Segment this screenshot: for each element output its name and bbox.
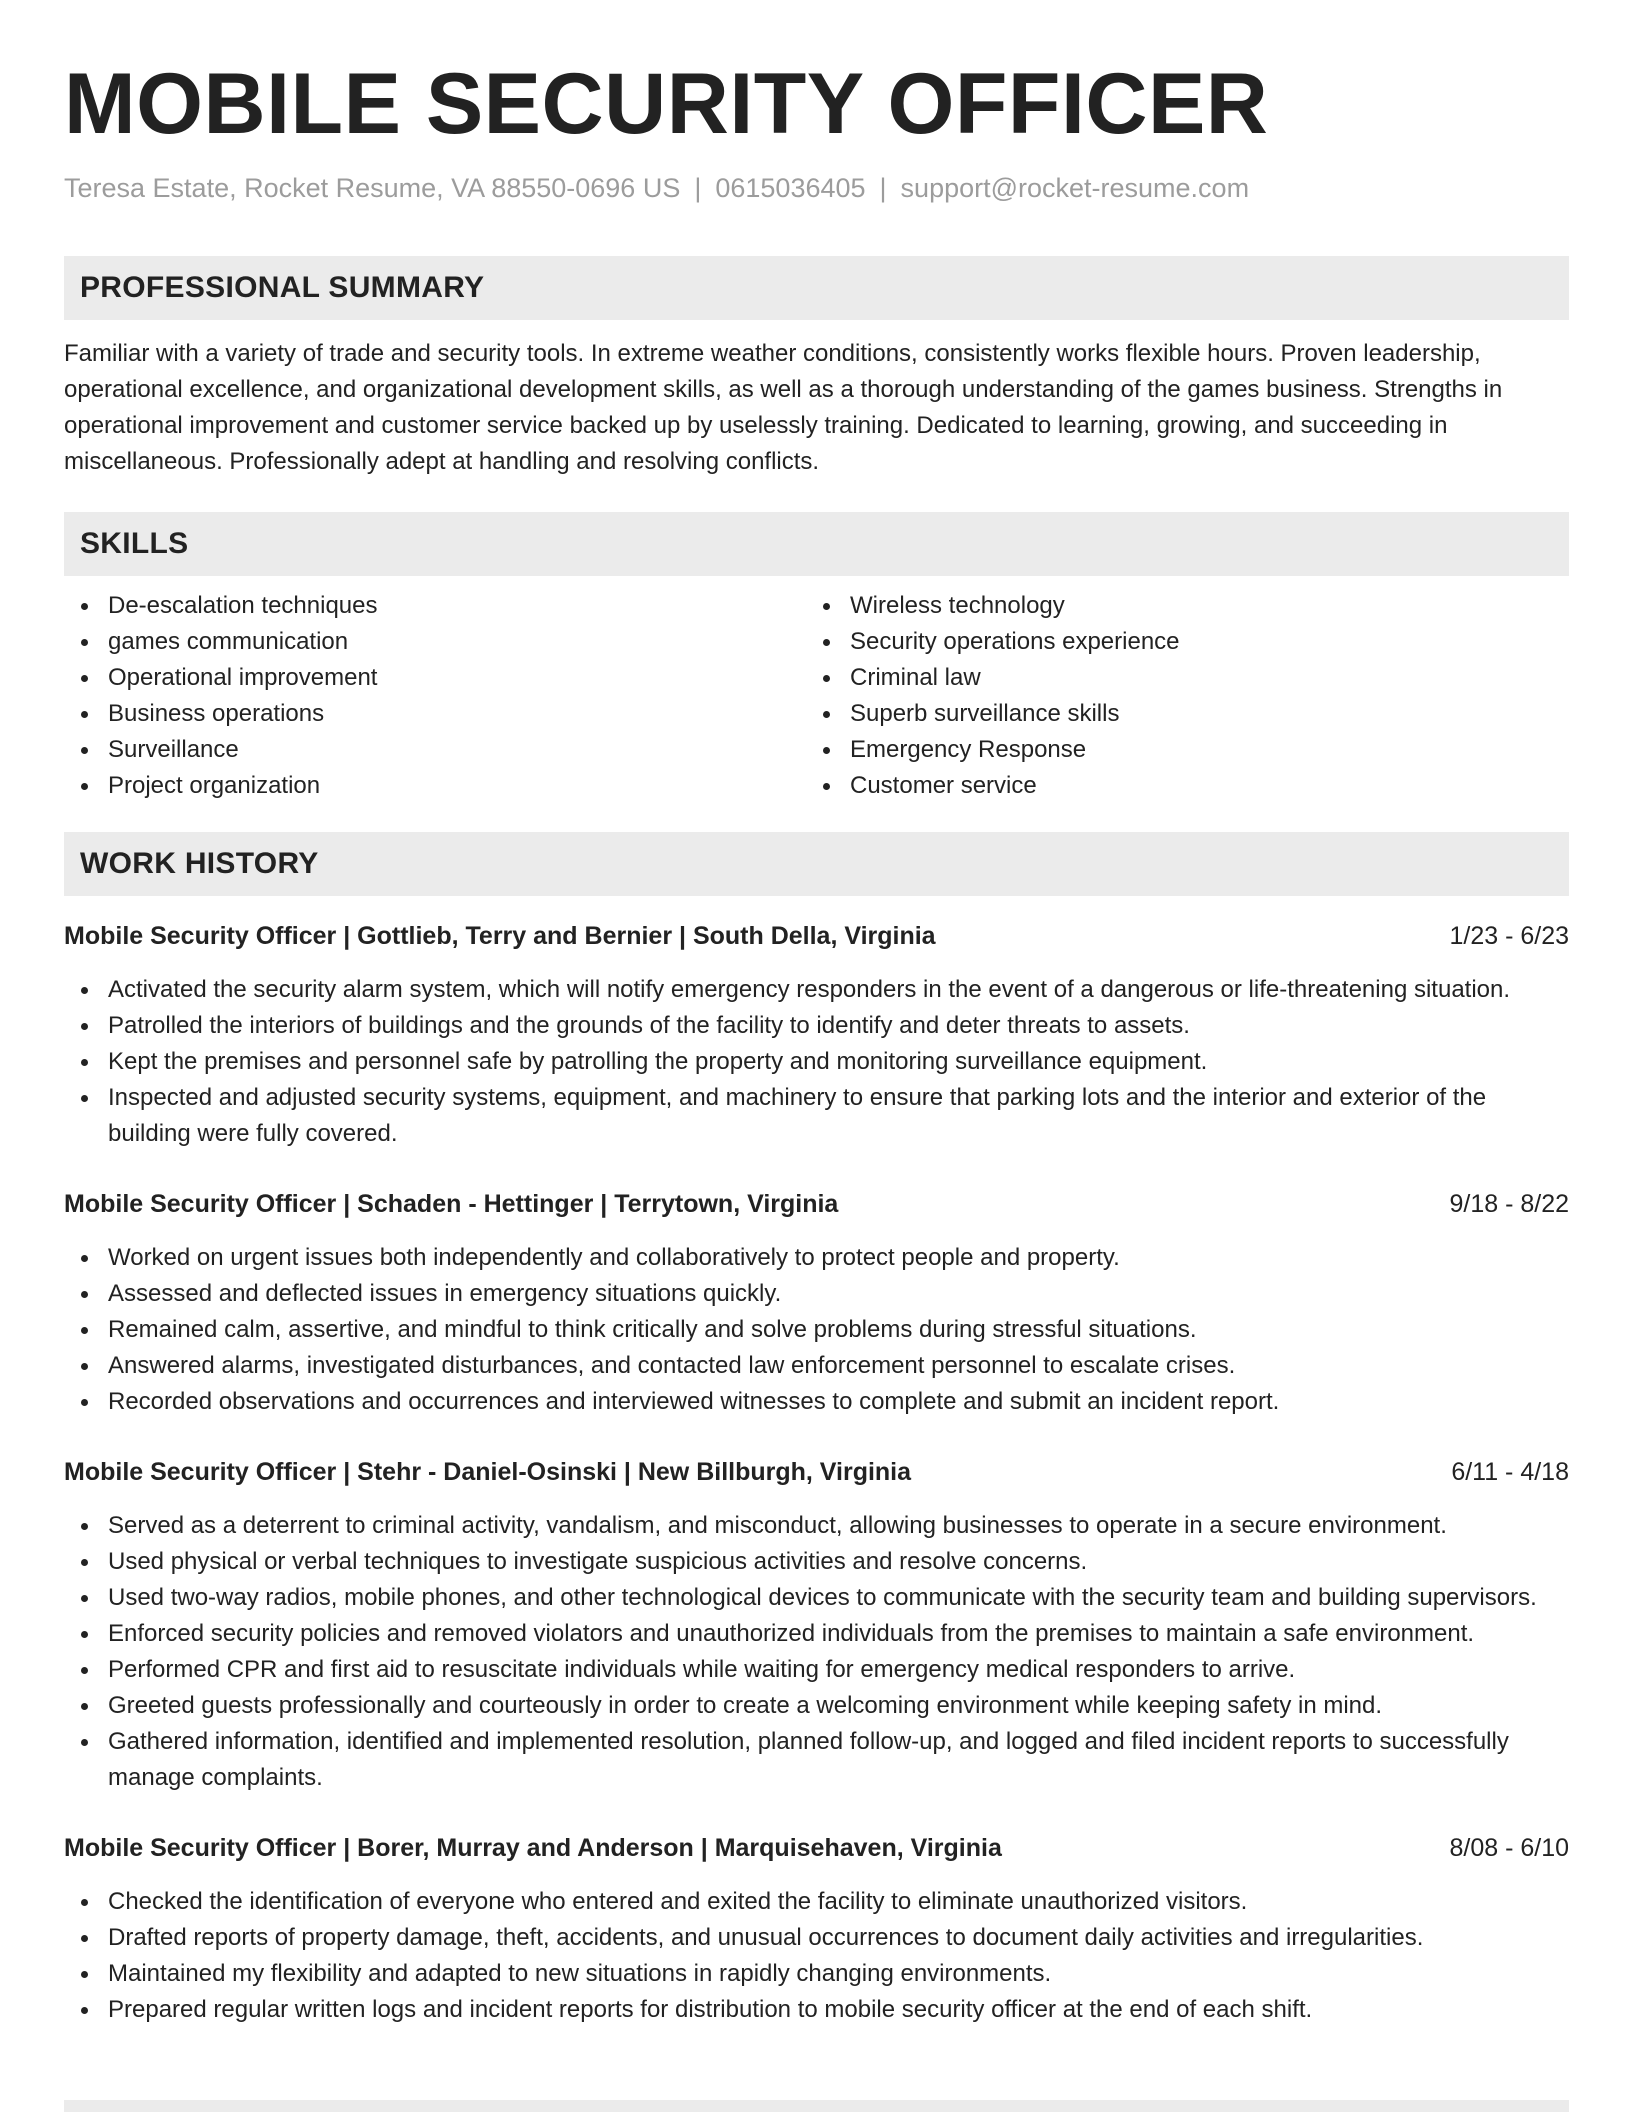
skill-item: Emergency Response	[806, 732, 1548, 768]
job-bullet: Prepared regular written logs and incident reports for distribution to mobile security officer at the end of each shift.	[64, 1992, 1569, 2028]
skill-item: Customer service	[806, 768, 1548, 804]
resume-name: MOBILE SECURITY OFFICER	[64, 56, 1269, 152]
summary-heading: PROFESSIONAL SUMMARY	[64, 256, 1569, 320]
job-bullet: Inspected and adjusted security systems, equipment, and machinery to ensure that parking lots and the interior and exterior of the building were fully covered.	[64, 1080, 1569, 1152]
job-bullet-list	[64, 1508, 1569, 1796]
job-bullet: Maintained my flexibility and adapted to new situations in rapidly changing environments.	[64, 1956, 1569, 1992]
job-bullet: Gathered information, identified and implemented resolution, planned follow-up, and logged and filed incident reports to successfully manage complaints.	[64, 1724, 1569, 1796]
job-bullet: Worked on urgent issues both independently and collaboratively to protect people and property.	[64, 1240, 1569, 1276]
job-bullet: Drafted reports of property damage, theft, accidents, and unusual occurrences to document daily activities and irregularities.	[64, 1920, 1569, 1956]
job-bullet: Remained calm, assertive, and mindful to think critically and solve problems during stressful situations.	[64, 1312, 1569, 1348]
skills-heading: SKILLS	[64, 512, 1569, 576]
job-title: Mobile Security Officer | Schaden - Hettinger | Terrytown, Virginia	[64, 1190, 839, 1218]
job-bullet: Kept the premises and personnel safe by patrolling the property and monitoring surveillance equipment.	[64, 1044, 1569, 1080]
summary-text: Familiar with a variety of trade and security tools. In extreme weather conditions, consistently works flexible hours. Proven leadership, operational excellence, and organizational development skills, as well as a thorough understanding of the games business. Strengths in operational improvement and customer service backed up by uselessly training. Dedicated to learning, growing, and succeeding in miscellaneous. Professionally adept at handling and resolving conflicts.	[64, 340, 1503, 475]
skill-item: Superb surveillance skills	[806, 696, 1548, 732]
job-entry	[64, 918, 1569, 1152]
job-title: Mobile Security Officer | Gottlieb, Terry and Bernier | South Della, Virginia	[64, 922, 936, 950]
skill-item: Operational improvement	[64, 660, 806, 696]
job-entry	[64, 1830, 1569, 2028]
job-bullet: Checked the identification of everyone who entered and exited the facility to eliminate unauthorized visitors.	[64, 1884, 1569, 1920]
job-bullet: Used two-way radios, mobile phones, and other technological devices to communicate with the security team and building supervisors.	[64, 1580, 1569, 1616]
skill-item: Business operations	[64, 696, 806, 732]
job-entry	[64, 1454, 1569, 1796]
skill-item: Wireless technology	[806, 588, 1548, 624]
contact-separator: |	[694, 173, 702, 203]
job-bullet: Activated the security alarm system, which will notify emergency responders in the event of a dangerous or life-threatening situation.	[64, 972, 1569, 1008]
contact-address: Teresa Estate, Rocket Resume, VA 88550-0696 US	[64, 173, 681, 203]
job-entry	[64, 1186, 1569, 1420]
contact-phone: 0615036405	[715, 173, 866, 203]
job-dates: 9/18 - 8/22	[1449, 1190, 1569, 1218]
job-bullet: Assessed and deflected issues in emergency situations quickly.	[64, 1276, 1569, 1312]
job-dates: 6/11 - 4/18	[1451, 1458, 1569, 1486]
job-dates: 1/23 - 6/23	[1449, 922, 1569, 950]
job-bullet-list	[64, 972, 1569, 1152]
skill-item: Security operations experience	[806, 624, 1548, 660]
job-bullet: Served as a deterrent to criminal activity, vandalism, and misconduct, allowing businesses to operate in a secure environment.	[64, 1508, 1569, 1544]
job-title: Mobile Security Officer | Stehr - Daniel-Osinski | New Billburgh, Virginia	[64, 1458, 912, 1486]
job-bullet: Answered alarms, investigated disturbances, and contacted law enforcement personnel to escalate crises.	[64, 1348, 1569, 1384]
job-bullet: Patrolled the interiors of buildings and the grounds of the facility to identify and deter threats to assets.	[64, 1008, 1569, 1044]
job-dates: 8/08 - 6/10	[1449, 1834, 1569, 1862]
job-header	[64, 1830, 1569, 1866]
job-bullet: Used physical or verbal techniques to investigate suspicious activities and resolve concerns.	[64, 1544, 1569, 1580]
job-title: Mobile Security Officer | Borer, Murray and Anderson | Marquisehaven, Virginia	[64, 1834, 1002, 1862]
next-section-header-edge	[64, 2100, 1569, 2112]
skill-item: games communication	[64, 624, 806, 660]
skills-list	[64, 588, 1569, 804]
contact-email: support@rocket-resume.com	[900, 173, 1250, 203]
skill-item: Criminal law	[806, 660, 1548, 696]
job-header	[64, 918, 1569, 954]
job-bullet: Recorded observations and occurrences and interviewed witnesses to complete and submit an incident report.	[64, 1384, 1569, 1420]
job-bullet-list	[64, 1240, 1569, 1420]
job-bullet-list	[64, 1884, 1569, 2028]
skill-item: Surveillance	[64, 732, 806, 768]
skill-item: Project organization	[64, 768, 806, 804]
contact-line	[64, 170, 1569, 206]
job-header	[64, 1186, 1569, 1222]
work-history-heading: WORK HISTORY	[64, 832, 1569, 896]
skills-column-right	[806, 588, 1548, 804]
contact-separator: |	[879, 173, 887, 203]
job-header	[64, 1454, 1569, 1490]
job-bullet: Performed CPR and first aid to resuscitate individuals while waiting for emergency medical responders to arrive.	[64, 1652, 1569, 1688]
job-bullet: Enforced security policies and removed violators and unauthorized individuals from the premises to maintain a safe environment.	[64, 1616, 1569, 1652]
skill-item: De-escalation techniques	[64, 588, 806, 624]
skills-column-left	[64, 588, 806, 804]
job-bullet: Greeted guests professionally and courteously in order to create a welcoming environment while keeping safety in mind.	[64, 1688, 1569, 1724]
